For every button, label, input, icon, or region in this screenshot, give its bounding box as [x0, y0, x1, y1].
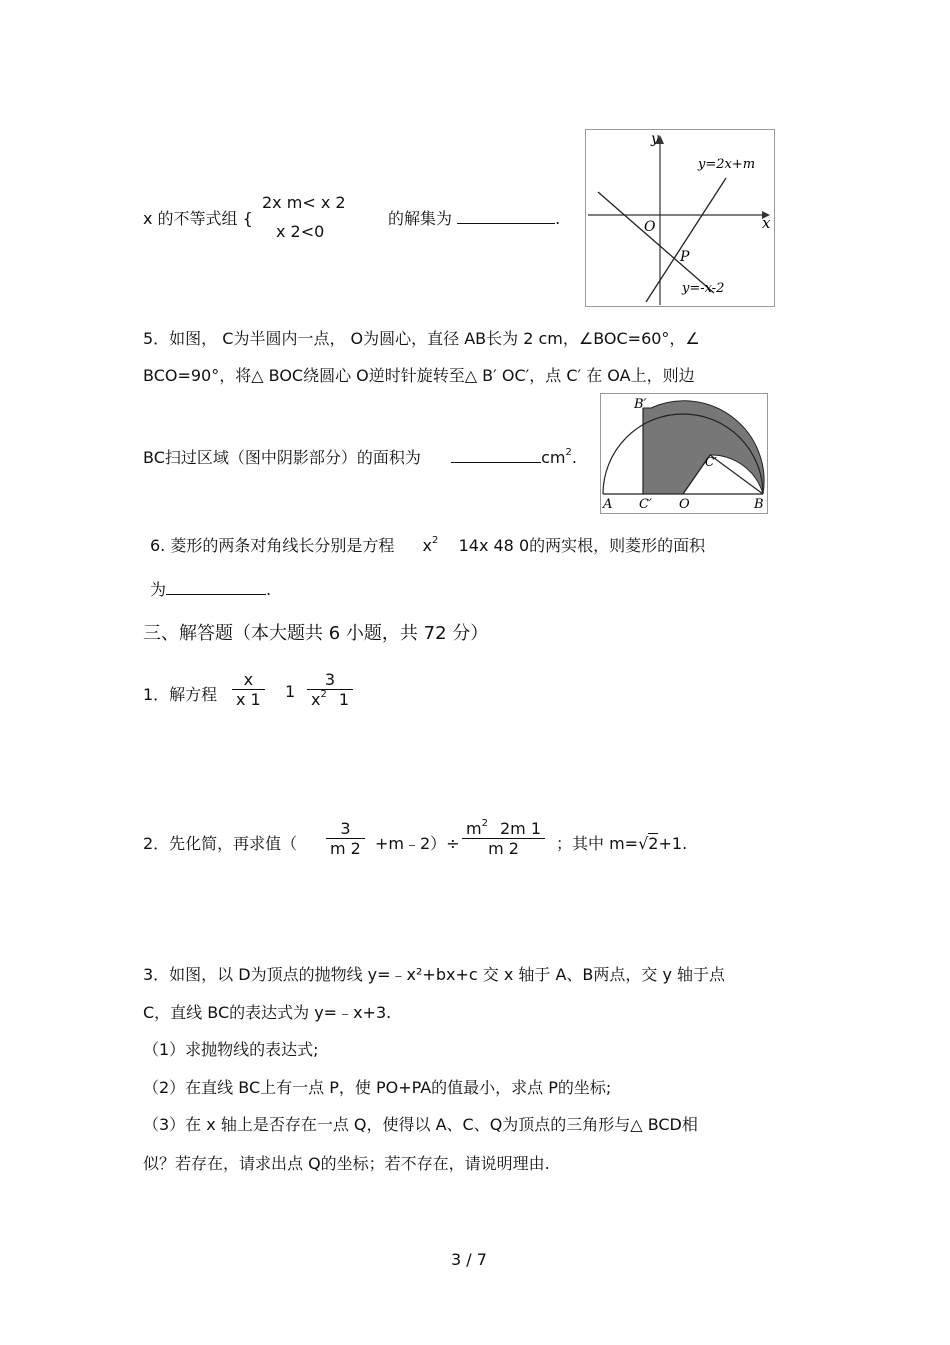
s2-frac1-den: m 2: [326, 838, 365, 858]
q6-eq-rest: 14x 48 0: [458, 536, 530, 555]
fig-c-label: C′: [705, 455, 717, 469]
q5-unit-sup: 2: [565, 447, 572, 458]
q5-end: .: [571, 448, 577, 467]
fig-x-label: x: [762, 214, 771, 232]
s1-frac2-den-rest: 1: [338, 690, 350, 709]
q6-suffix: 的两实根，则菱形的面积: [529, 536, 706, 555]
s2-label: 2．先化简，再求值（: [143, 834, 298, 853]
q6-end: .: [266, 580, 272, 599]
s1-frac2-den-sup: 2: [320, 689, 327, 700]
q4-system-row2: x 2<0: [276, 222, 325, 241]
s1-frac2-num: 3: [324, 670, 336, 689]
s2-frac1-num: 3: [340, 819, 351, 838]
q5-answer-blank[interactable]: [451, 462, 541, 463]
q4-suffix-text: 的解集为: [388, 209, 453, 228]
s1-fraction-1: [232, 670, 265, 709]
q5-unit: cm: [541, 448, 566, 467]
s2-frac2-num: [462, 819, 545, 838]
s1-frac2-den: [307, 689, 353, 709]
fig-c-prime-label: C′: [639, 497, 652, 512]
s3-sub3-line1: （3）在 x 轴上是否存在一点 Q，使得以 A、C、Q为顶点的三角形与△ BCD相: [143, 1115, 698, 1134]
q6-eq-x: x: [422, 536, 433, 555]
fig-o-label: O: [679, 497, 690, 512]
q5-semicircle-diagram: [601, 394, 767, 513]
fig-b-label: B: [754, 497, 764, 512]
q5-line2: BCO=90°，将△ BOC绕圆心 O逆时针旋转至△ B′ OC′，点 C′ 在 OA上，则边: [143, 366, 695, 385]
q5-line3-text: BC扫过区域（图中阴影部分）的面积为: [143, 448, 421, 467]
fig-line1-label: y=2x+m: [698, 157, 756, 172]
q6-line2: [150, 577, 271, 600]
s2-sqrt-value: 2: [648, 834, 659, 853]
q6-answer-blank[interactable]: [166, 594, 266, 595]
s3-line2: C，直线 BC的表达式为 y=﹣x+3.: [143, 1003, 392, 1022]
fig-a-label: A: [603, 497, 613, 512]
s2-tail: +1.: [658, 834, 688, 853]
q5-line1: 5．如图， C为半圆内一点， O为圆心，直径 AB长为 2 cm，∠BOC=60°，∠: [143, 329, 700, 348]
q4-system-row1: 2x m< x 2: [262, 193, 346, 212]
s1-mid: 1: [285, 682, 296, 701]
q4-prefix: x 的不等式组 {: [143, 209, 253, 228]
fig-line2-label: y=-x-2: [682, 281, 725, 296]
s3-line1: 3．如图，以 D为顶点的抛物线 y=﹣x²+bx+c 交 x 轴于 A、B两点，交 y 轴于点: [143, 965, 726, 984]
s3-sub1: （1）求抛物线的表达式;: [143, 1040, 319, 1059]
page-number: 3 / 7: [451, 1250, 487, 1269]
s1-frac1-den: x 1: [232, 689, 265, 709]
q5-line3: [143, 445, 577, 468]
q4-suffix: [388, 206, 560, 229]
fig-b-prime-label: B′: [634, 397, 647, 412]
s1-frac2-den-x: x: [311, 690, 321, 709]
q6-line1: [150, 533, 705, 556]
s2-frac2-num-m: m: [466, 819, 482, 838]
s2-fraction-1: [326, 819, 365, 858]
q4-end: .: [555, 209, 561, 228]
s2-suffix-text: ；其中 m=: [556, 834, 639, 853]
s2-frac2-num-rest: 2m 1: [499, 819, 541, 838]
s2-mid: +m﹣2）÷: [375, 834, 460, 853]
s2-frac2-num-sup: 2: [481, 818, 488, 829]
s1-frac1-num: x: [243, 670, 254, 689]
s3-sub3-line2: 似？若存在，请求出点 Q的坐标；若不存在，请说明理由.: [143, 1154, 550, 1173]
s2-suffix: [556, 831, 687, 854]
s3-sub2: （2）在直线 BC上有一点 P，使 PO+PA的值最小，求点 P的坐标;: [143, 1078, 612, 1097]
fig-p-label: P: [680, 249, 690, 265]
line-y-neg-x-minus-2: [598, 192, 714, 293]
fig-origin-label: O: [644, 219, 656, 235]
s2-fraction-2: [462, 819, 545, 858]
q6-line2-prefix: 为: [150, 580, 167, 599]
q5-figure: [600, 393, 768, 514]
shaded-region: [643, 401, 764, 494]
s1-fraction-2: [307, 670, 353, 709]
fig-y-label: y: [651, 131, 659, 147]
q4-graph: [586, 130, 774, 306]
q6-eq-sup: 2: [432, 535, 439, 546]
s2-frac2-den: m 2: [462, 838, 545, 858]
s2-sqrt-symbol: √: [638, 834, 649, 853]
section-heading: 三、解答题（本大题共 6 小题，共 72 分）: [143, 623, 489, 644]
q4-figure: [585, 129, 775, 307]
q4-answer-blank[interactable]: [457, 223, 555, 224]
s1-label: 1．解方程: [143, 685, 218, 704]
q6-prefix: 6. 菱形的两条对角线长分别是方程: [150, 536, 395, 555]
